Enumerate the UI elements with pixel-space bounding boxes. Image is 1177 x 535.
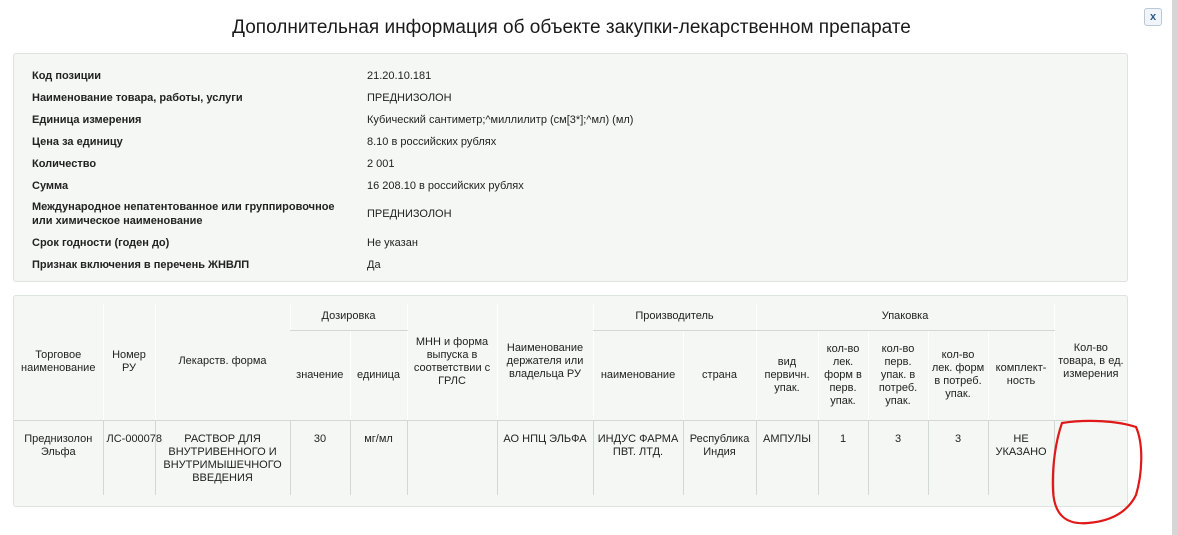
info-label: Количество: [32, 158, 97, 170]
cell-pkg-completeness: НЕ УКАЗАНО: [988, 420, 1054, 495]
cell-pkg-forms-per-primary: 1: [818, 420, 868, 495]
col-dosage-unit: единица: [350, 330, 407, 420]
info-value: 8.10 в российских рублях: [367, 136, 497, 148]
col-trade-name: Торговое наименование: [14, 304, 103, 420]
info-label: Признак включения в перечень ЖНВЛП: [32, 259, 250, 271]
info-panel: [13, 53, 1128, 282]
dialog-title: Дополнительная информация об объекте закупки-лекарственном препарате: [232, 17, 911, 38]
cell-qty-units: [1054, 420, 1127, 495]
cell-pkg-primary-per-consumer: 3: [868, 420, 928, 495]
col-holder: Наименование держателя или владельца РУ: [497, 304, 593, 420]
col-pkg-primary-per-consumer: кол-во перв. упак. в потреб. упак.: [868, 330, 928, 420]
info-label: Единица измерения: [32, 114, 142, 126]
cell-ru-number: ЛС-000078: [103, 420, 155, 495]
cell-manufacturer-country: Республика Индия: [683, 420, 756, 495]
col-pkg-completeness: комплект-ность: [988, 330, 1054, 420]
info-label: Код позиции: [32, 70, 102, 82]
cell-holder: АО НПЦ ЭЛЬФА: [497, 420, 593, 495]
info-value: 2 001: [367, 158, 395, 170]
cell-dosage-form: РАСТВОР ДЛЯ ВНУТРИВЕННОГО И ВНУТРИМЫШЕЧНОГО ВВЕДЕНИЯ: [155, 420, 290, 495]
table-row: [14, 420, 1127, 495]
cell-mnn: [407, 420, 497, 495]
info-label: Международное непатентованное или группировочное или химическое наименование: [32, 201, 335, 227]
col-dosage-form: Лекарств. форма: [155, 304, 290, 420]
col-pkg-forms-per-consumer: кол-во лек. форм в потреб. упак.: [928, 330, 988, 420]
drug-table-panel: [13, 295, 1128, 507]
info-value: Кубический сантиметр;^миллилитр (см[3*];^мл) (мл): [367, 114, 634, 126]
info-value: ПРЕДНИЗОЛОН: [367, 208, 452, 220]
cell-dosage-value: 30: [290, 420, 350, 495]
info-value: ПРЕДНИЗОЛОН: [367, 92, 452, 104]
info-label: Цена за единицу: [32, 136, 123, 148]
info-value: Да: [367, 259, 381, 271]
col-qty-units: Кол-во товара, в ед. измерения: [1054, 304, 1127, 420]
info-label: Срок годности (годен до): [32, 237, 170, 249]
col-group-manufacturer: Производитель: [593, 304, 756, 330]
close-button[interactable]: [1144, 8, 1162, 26]
cell-dosage-unit: мг/мл: [350, 420, 407, 495]
drug-table: [14, 304, 1127, 495]
col-pkg-forms-per-primary: кол-во лек. форм в перв. упак.: [818, 330, 868, 420]
info-value: Не указан: [367, 237, 418, 249]
col-group-package: Упаковка: [756, 304, 1054, 330]
info-label: Наименование товара, работы, услуги: [32, 92, 243, 104]
col-manufacturer-country: страна: [683, 330, 756, 420]
col-ru-number: Номер РУ: [103, 304, 155, 420]
scrollbar[interactable]: [1172, 0, 1177, 535]
col-dosage-value: значение: [290, 330, 350, 420]
info-value: 21.20.10.181: [367, 70, 432, 82]
cell-pkg-forms-per-consumer: 3: [928, 420, 988, 495]
info-value: 16 208.10 в российских рублях: [367, 180, 524, 192]
cell-pkg-primary-type: АМПУЛЫ: [756, 420, 818, 495]
cell-trade-name: Преднизолон Эльфа: [24, 432, 93, 458]
col-manufacturer-name: наименование: [593, 330, 683, 420]
col-pkg-primary-type: вид первичн. упак.: [756, 330, 818, 420]
cell-manufacturer-name: ИНДУС ФАРМА ПВТ. ЛТД.: [593, 420, 683, 495]
col-group-dosage: Дозировка: [290, 304, 407, 330]
info-label: Сумма: [32, 180, 69, 192]
close-icon: x: [1149, 10, 1157, 23]
col-mnn: МНН и форма выпуска в соответствии с ГРЛС: [407, 304, 497, 420]
